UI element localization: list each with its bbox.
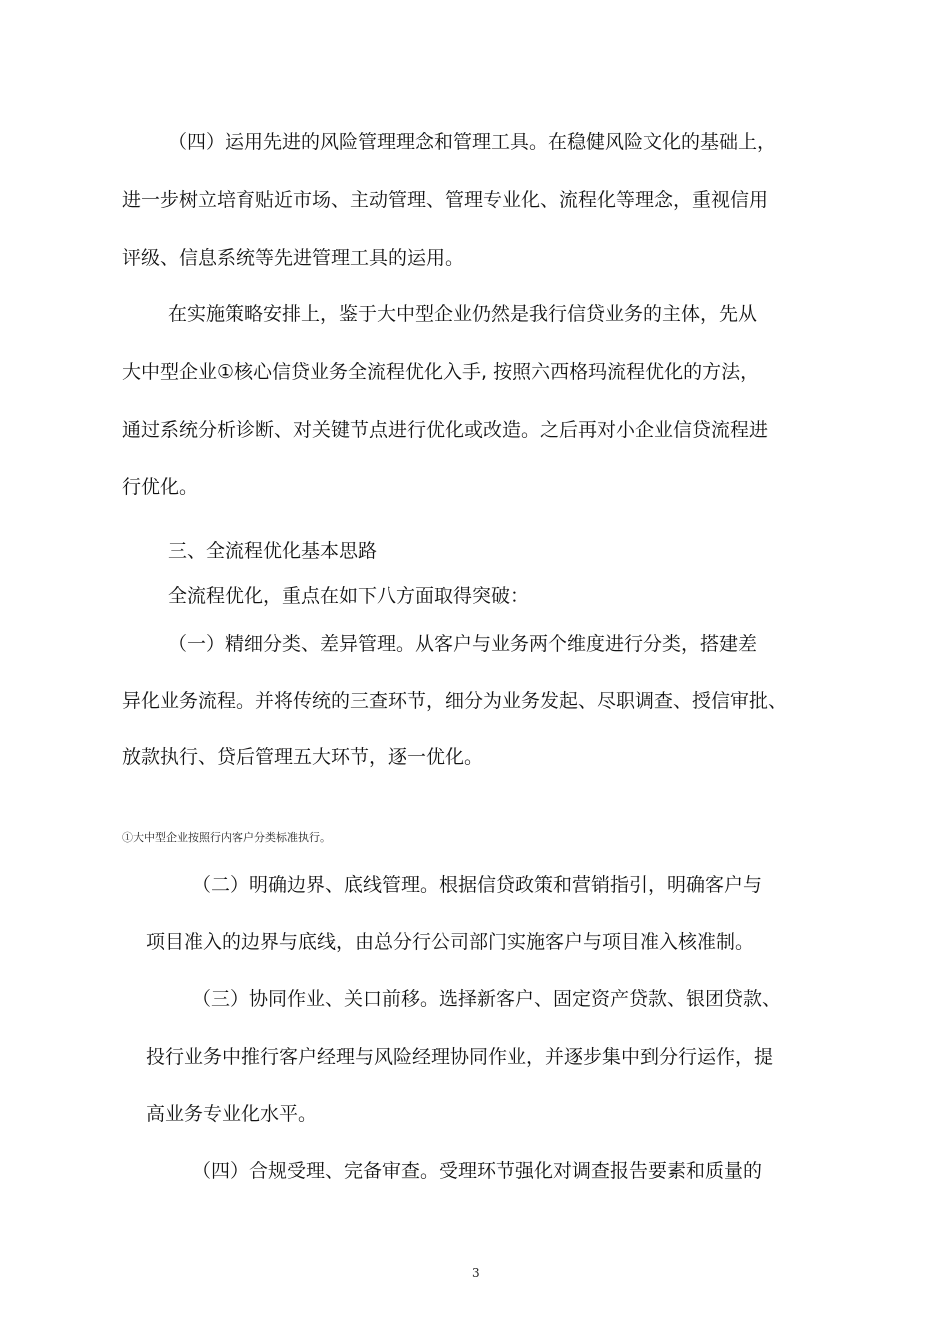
paragraph-4-line-2: 进一步树立培育贴近市场、主动管理、管理专业化、流程化等理念，重视信用	[122, 189, 769, 211]
paragraph-4-line-3: 评级、信息系统等先进管理工具的运用。	[122, 247, 465, 269]
item-1-line-1: （一）精细分类、差异管理。从客户与业务两个维度进行分类，搭建差	[168, 633, 758, 655]
item-3-line-3: 高业务专业化水平。	[146, 1103, 318, 1125]
section-heading: 三、全流程优化基本思路	[168, 540, 378, 562]
strategy-paragraph-line-4: 行优化。	[122, 476, 199, 498]
item-2-line-2: 项目准入的边界与底线，由总分行公司部门实施客户与项目准入核准制。	[146, 931, 755, 953]
strategy-paragraph-line-1: 在实施策略安排上，鉴于大中型企业仍然是我行信贷业务的主体，先从	[168, 303, 758, 325]
item-3-line-2: 投行业务中推行客户经理与风险经理协同作业，并逐步集中到分行运作，提	[146, 1046, 774, 1068]
strategy-paragraph-line-3: 通过系统分析诊断、对关键节点进行优化或改造。之后再对小企业信贷流程进	[122, 419, 769, 441]
strategy-paragraph-line-2: 大中型企业①核心信贷业务全流程优化入手, 按照六西格玛流程优化的方法，	[122, 361, 760, 383]
item-1-line-3: 放款执行、贷后管理五大环节，逐一优化。	[122, 746, 484, 768]
item-3-line-1: （三）协同作业、关口前移。选择新客户、固定资产贷款、银团贷款、	[192, 988, 782, 1010]
footnote: ①大中型企业按照行内客户分类标准执行。	[122, 831, 331, 844]
intro-line: 全流程优化，重点在如下八方面取得突破：	[168, 585, 530, 607]
item-4-line-1: （四）合规受理、完备审查。受理环节强化对调查报告要素和质量的	[192, 1160, 763, 1182]
page-number: 3	[472, 1266, 480, 1280]
paragraph-4-line-1: （四）运用先进的风险管理理念和管理工具。在稳健风险文化的基础上，	[168, 131, 777, 153]
item-1-line-2: 异化业务流程。并将传统的三查环节，细分为业务发起、尽职调查、授信审批、	[122, 690, 788, 712]
item-2-line-1: （二）明确边界、底线管理。根据信贷政策和营销指引，明确客户与	[192, 874, 763, 896]
